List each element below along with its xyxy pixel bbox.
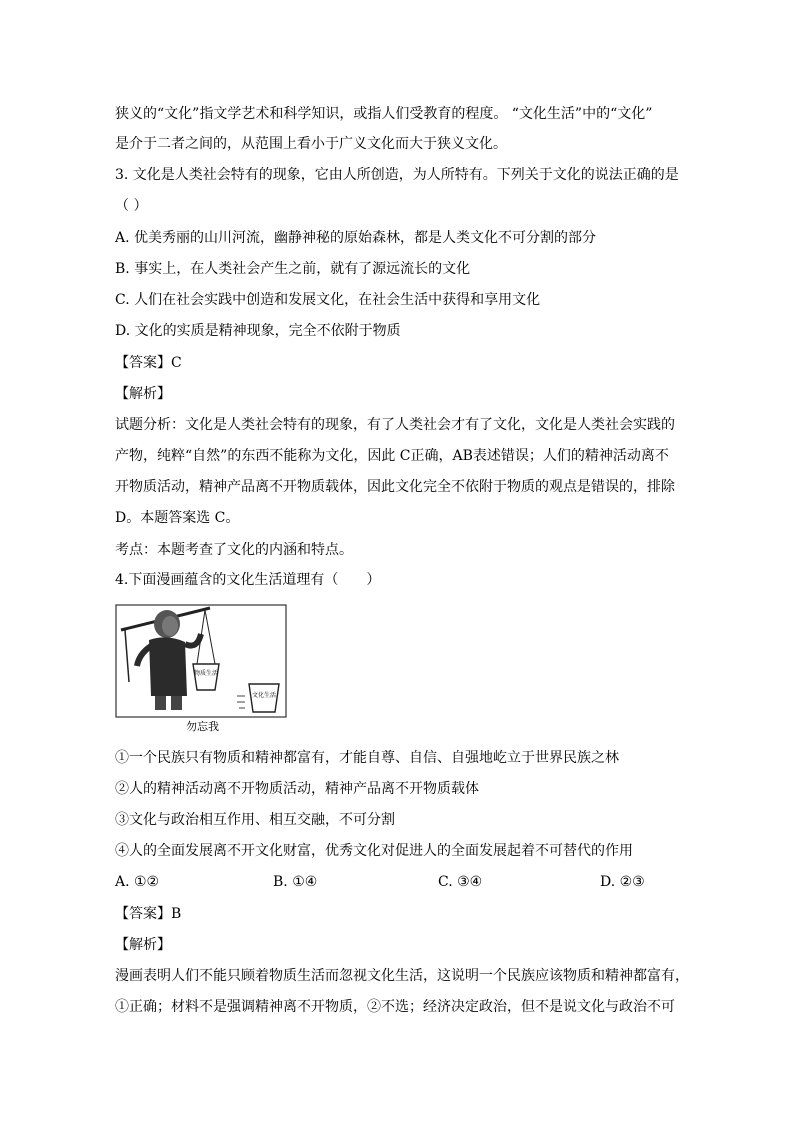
q3-analysis-line-1: 试题分析：文化是人类社会特有的现象，有了人类社会才有了文化，文化是人类社会实践的 <box>115 417 675 433</box>
q4-analysis-line-2: ①正确；材料不是强调精神离不开物质，②不选；经济决定政治，但不是说文化与政治不可 <box>115 999 675 1015</box>
q3-option-a: A. 优美秀丽的山川河流，幽静神秘的原始森林，都是人类文化不可分割的部分 <box>115 230 597 246</box>
q4-statement-2: ②人的精神活动离不开物质活动，精神产品离不开物质载体 <box>115 781 479 797</box>
q4-stem: 4.下面漫画蕴含的文化生活道理有（ ） <box>115 572 381 588</box>
q4-choice-c: C. ③④ <box>438 874 483 890</box>
cartoon-illustration <box>115 604 287 736</box>
q4-choice-a: A. ①② <box>115 874 160 890</box>
q3-option-b: B. 事实上，在人类社会产生之前，就有了源远流长的文化 <box>115 261 471 277</box>
bucket-right-label: 文化生活 <box>251 692 277 699</box>
intro-line-1: 狭义的“文化”指文学艺术和科学知识，或指人们受教育的程度。 “文化生活”中的“文化” <box>115 106 653 122</box>
q3-kaodian: 考点：本题考查了文化的内涵和特点。 <box>115 542 353 558</box>
q4-answer: 【答案】B <box>115 906 182 922</box>
q4-statement-4: ④人的全面发展离不开文化财富，优秀文化对促进人的全面发展起着不可替代的作用 <box>115 843 633 859</box>
q4-analysis-heading: 【解析】 <box>115 937 171 953</box>
q3-stem-line-1: 3. 文化是人类社会特有的现象，它由人所创造，为人所特有。下列关于文化的说法正确的是 <box>115 167 679 183</box>
intro-line-2: 是介于二者之间的，从范围上看小于广义文化而大于狭义文化。 <box>115 136 507 152</box>
q3-stem-line-2: （ ） <box>115 198 148 214</box>
cartoon-image <box>115 604 287 736</box>
cartoon-caption: 勿忘我 <box>186 720 219 733</box>
q3-analysis-line-3: 开物质活动，精神产品离不开物质载体，因此文化完全不依附于物质的观点是错误的，排除 <box>115 479 675 495</box>
q3-option-d: D. 文化的实质是精神现象，完全不依附于物质 <box>115 323 401 339</box>
q4-analysis-line-1: 漫画表明人们不能只顾着物质生活而忽视文化生活，这说明一个民族应该物质和精神都富有， <box>115 968 689 984</box>
q3-option-c: C. 人们在社会实践中创造和发展文化，在社会生活中获得和享用文化 <box>115 292 541 308</box>
q4-statement-1: ①一个民族只有物质和精神都富有，才能自尊、自信、自强地屹立于世界民族之林 <box>115 750 619 766</box>
q3-analysis-heading: 【解析】 <box>115 386 171 402</box>
q4-choice-d: D. ②③ <box>600 874 645 890</box>
q3-analysis-line-4: D。本题答案选 C。 <box>115 510 240 526</box>
q4-statement-3: ③文化与政治相互作用、相互交融，不可分割 <box>115 812 395 828</box>
q4-choice-b: B. ①④ <box>273 874 318 890</box>
q3-analysis-line-2: 产物，纯粹“自然”的东西不能称为文化，因此 C正确，AB表述错误；人们的精神活动离不 <box>115 448 669 464</box>
bucket-left-label: 物质生活 <box>193 670 219 677</box>
q3-answer: 【答案】C <box>115 355 182 371</box>
